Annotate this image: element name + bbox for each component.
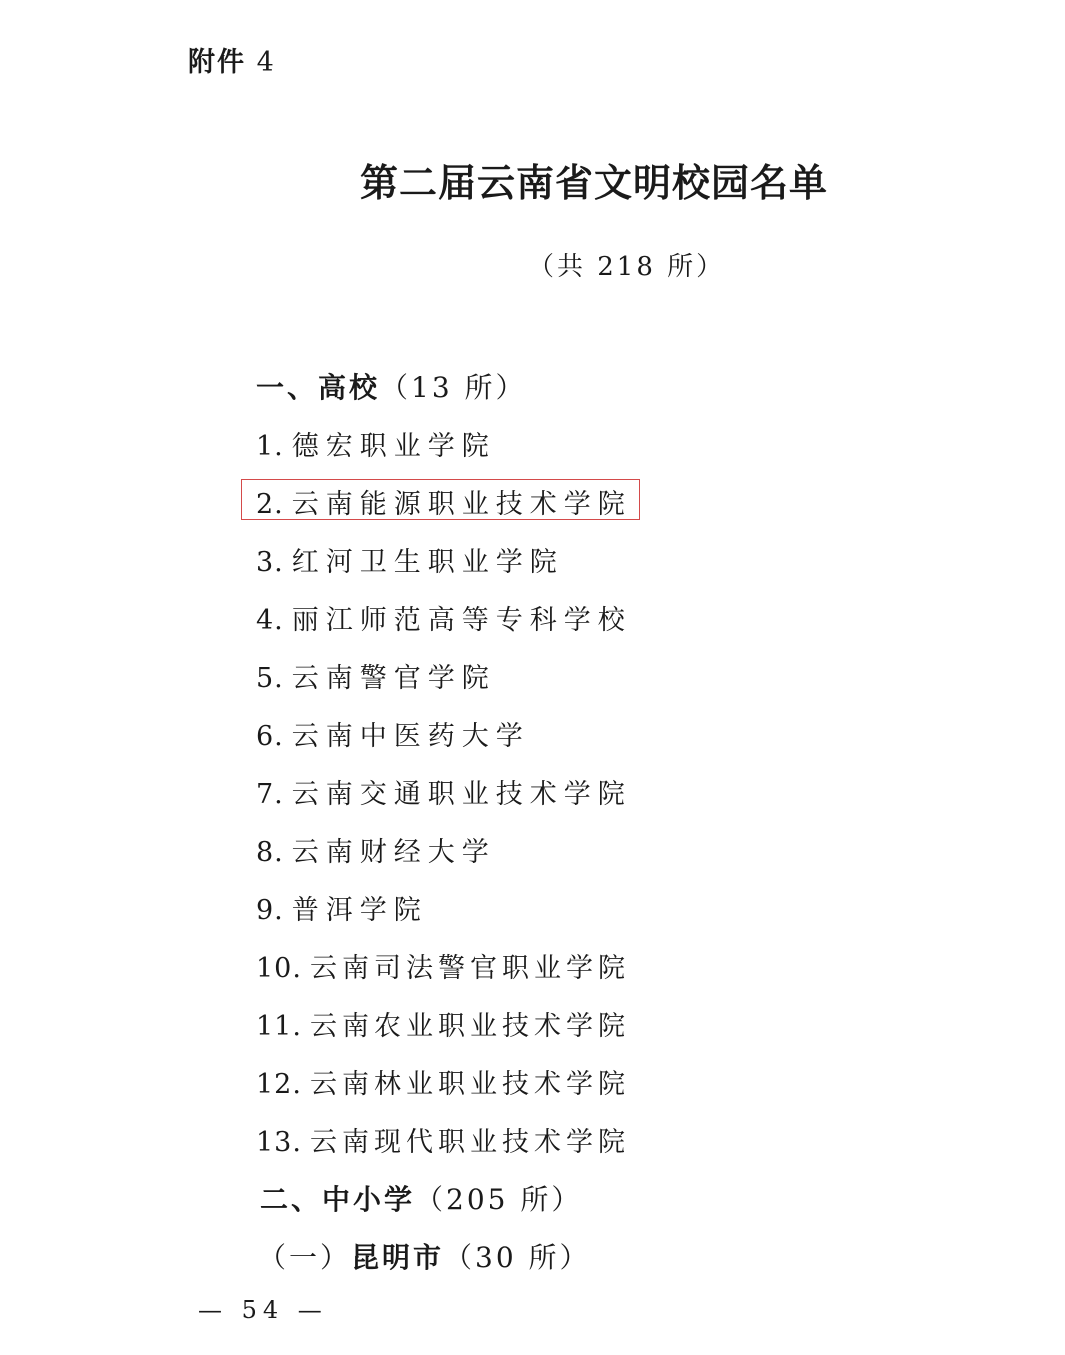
item-number: 10. bbox=[256, 953, 302, 984]
attachment-number: 4 bbox=[256, 47, 276, 78]
list-item bbox=[256, 656, 496, 695]
item-number: 6. bbox=[256, 721, 284, 752]
item-name: 云南中医药大学 bbox=[291, 721, 530, 752]
section-count: （13 所） bbox=[380, 371, 527, 404]
item-number: 3. bbox=[256, 547, 284, 578]
item-name: 云南财经大学 bbox=[291, 837, 496, 868]
item-name: 云南现代职业技术学院 bbox=[309, 1127, 630, 1158]
section-heading-universities bbox=[256, 366, 527, 406]
subsection-heading-kunming bbox=[258, 1236, 591, 1276]
item-name: 云南司法警官职业学院 bbox=[309, 953, 630, 984]
list-item bbox=[256, 1120, 630, 1159]
subsection-name: 昆明市 bbox=[351, 1241, 445, 1274]
list-item bbox=[256, 772, 632, 811]
highlight-box bbox=[241, 479, 640, 520]
item-number: 11. bbox=[256, 1011, 302, 1042]
list-item bbox=[256, 598, 632, 637]
item-name: 云南警官学院 bbox=[291, 663, 496, 694]
list-item bbox=[256, 946, 630, 985]
item-number: 1. bbox=[256, 431, 284, 462]
item-name: 普洱学院 bbox=[291, 895, 428, 926]
item-name: 云南能源职业技术学院 bbox=[291, 489, 632, 520]
item-name: 云南交通职业技术学院 bbox=[291, 779, 632, 810]
item-number: 7. bbox=[256, 779, 284, 810]
item-name: 德宏职业学院 bbox=[291, 431, 496, 462]
subsection-prefix: （一） bbox=[258, 1241, 352, 1274]
list-item bbox=[256, 1062, 630, 1101]
list-item bbox=[256, 424, 496, 463]
document-title: 第二届云南省文明校园名单 bbox=[360, 160, 829, 205]
item-number: 13. bbox=[256, 1127, 302, 1158]
section-name: 二、中小学 bbox=[260, 1183, 416, 1216]
item-number: 2. bbox=[256, 489, 284, 520]
list-item bbox=[256, 540, 564, 579]
list-item bbox=[256, 830, 496, 869]
item-name: 云南农业职业技术学院 bbox=[309, 1011, 630, 1042]
attachment-label bbox=[188, 40, 276, 79]
subsection-count: （30 所） bbox=[444, 1241, 591, 1274]
item-name: 丽江师范高等专科学校 bbox=[291, 605, 632, 636]
attachment-word: 附件 bbox=[188, 47, 246, 78]
item-number: 8. bbox=[256, 837, 284, 868]
document-subtitle: （共 218 所） bbox=[528, 252, 726, 282]
list-item bbox=[256, 888, 428, 927]
item-name: 云南林业职业技术学院 bbox=[309, 1069, 630, 1100]
section-name: 一、高校 bbox=[256, 371, 381, 404]
page-number: — 54 — bbox=[198, 1296, 328, 1324]
item-number: 12. bbox=[256, 1069, 302, 1100]
list-item bbox=[256, 714, 530, 753]
item-name: 红河卫生职业学院 bbox=[291, 547, 564, 578]
list-item bbox=[256, 1004, 630, 1043]
item-number: 4. bbox=[256, 605, 284, 636]
section-heading-schools bbox=[260, 1178, 582, 1218]
section-count: （205 所） bbox=[415, 1183, 583, 1216]
item-number: 9. bbox=[256, 895, 284, 926]
item-number: 5. bbox=[256, 663, 284, 694]
